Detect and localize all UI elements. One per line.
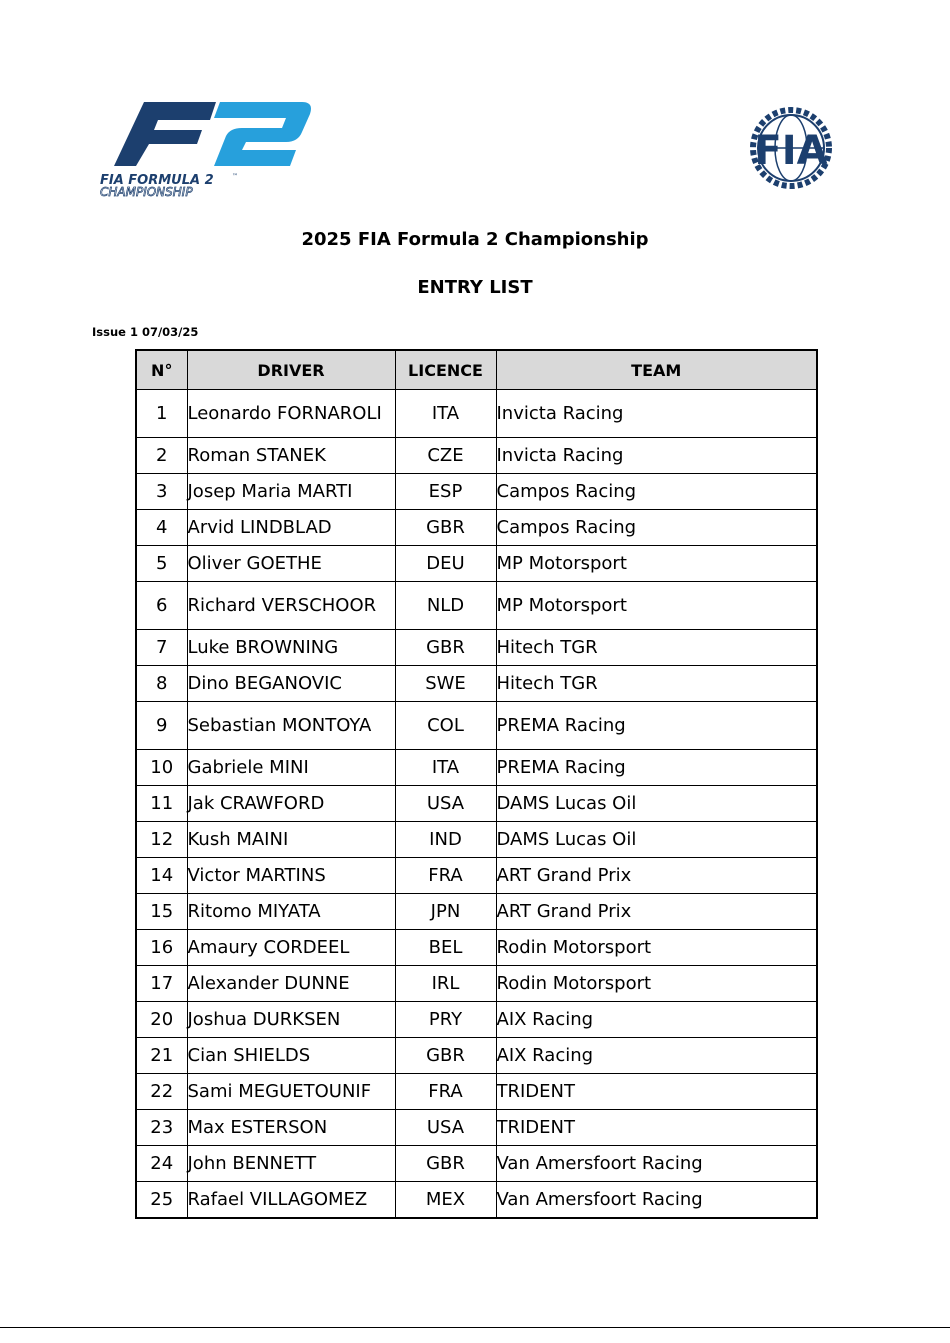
- table-row: [136, 1002, 817, 1038]
- driver-name: Richard VERSCHOOR: [187, 582, 395, 630]
- driver-name: Kush MAINI: [187, 822, 395, 858]
- team-name: MP Motorsport: [496, 546, 817, 582]
- driver-licence: FRA: [395, 858, 496, 894]
- driver-licence: ITA: [395, 390, 496, 438]
- driver-licence: GBR: [395, 1146, 496, 1182]
- driver-number: 1: [136, 390, 187, 438]
- table-row: [136, 666, 817, 702]
- driver-name: Jak CRAWFORD: [187, 786, 395, 822]
- table-row: [136, 750, 817, 786]
- driver-licence: SWE: [395, 666, 496, 702]
- table-row: [136, 822, 817, 858]
- driver-number: 10: [136, 750, 187, 786]
- team-name: Van Amersfoort Racing: [496, 1182, 817, 1219]
- driver-licence: USA: [395, 1110, 496, 1146]
- svg-text:™: ™: [232, 173, 238, 180]
- driver-licence: BEL: [395, 930, 496, 966]
- table-row: [136, 1110, 817, 1146]
- fia-logo: [728, 106, 854, 190]
- table-row: [136, 966, 817, 1002]
- driver-name: Sami MEGUETOUNIF: [187, 1074, 395, 1110]
- driver-name: Cian SHIELDS: [187, 1038, 395, 1074]
- driver-number: 4: [136, 510, 187, 546]
- team-name: DAMS Lucas Oil: [496, 822, 817, 858]
- table-row: [136, 1038, 817, 1074]
- table-row: [136, 510, 817, 546]
- table-row: [136, 858, 817, 894]
- driver-name: Leonardo FORNAROLI: [187, 390, 395, 438]
- team-name: Invicta Racing: [496, 438, 817, 474]
- driver-licence: ITA: [395, 750, 496, 786]
- column-header-licence: LICENCE: [395, 350, 496, 390]
- driver-name: Roman STANEK: [187, 438, 395, 474]
- driver-number: 22: [136, 1074, 187, 1110]
- team-name: TRIDENT: [496, 1074, 817, 1110]
- driver-number: 9: [136, 702, 187, 750]
- driver-licence: DEU: [395, 546, 496, 582]
- team-name: AIX Racing: [496, 1002, 817, 1038]
- driver-number: 8: [136, 666, 187, 702]
- team-name: PREMA Racing: [496, 702, 817, 750]
- footer-rule: [0, 1327, 950, 1328]
- team-name: PREMA Racing: [496, 750, 817, 786]
- table-body: [136, 390, 817, 1219]
- table-row: [136, 582, 817, 630]
- team-name: Hitech TGR: [496, 666, 817, 702]
- driver-licence: GBR: [395, 630, 496, 666]
- svg-text:CHAMPIONSHIP: CHAMPIONSHIP: [100, 185, 193, 199]
- table-row: [136, 1146, 817, 1182]
- table-header-row: [136, 350, 817, 390]
- column-header-team: TEAM: [496, 350, 817, 390]
- driver-number: 12: [136, 822, 187, 858]
- driver-number: 25: [136, 1182, 187, 1219]
- table-row: [136, 1074, 817, 1110]
- driver-licence: JPN: [395, 894, 496, 930]
- column-header-driver: DRIVER: [187, 350, 395, 390]
- team-name: DAMS Lucas Oil: [496, 786, 817, 822]
- team-name: TRIDENT: [496, 1110, 817, 1146]
- team-name: Campos Racing: [496, 474, 817, 510]
- driver-licence: GBR: [395, 510, 496, 546]
- driver-licence: ESP: [395, 474, 496, 510]
- driver-number: 23: [136, 1110, 187, 1146]
- team-name: MP Motorsport: [496, 582, 817, 630]
- driver-name: Arvid LINDBLAD: [187, 510, 395, 546]
- driver-number: 5: [136, 546, 187, 582]
- driver-licence: PRY: [395, 1002, 496, 1038]
- table-row: [136, 894, 817, 930]
- svg-text:FIA: FIA: [754, 128, 828, 174]
- driver-number: 6: [136, 582, 187, 630]
- driver-number: 3: [136, 474, 187, 510]
- driver-licence: FRA: [395, 1074, 496, 1110]
- team-name: Invicta Racing: [496, 390, 817, 438]
- driver-name: Ritomo MIYATA: [187, 894, 395, 930]
- driver-licence: GBR: [395, 1038, 496, 1074]
- driver-licence: CZE: [395, 438, 496, 474]
- driver-number: 17: [136, 966, 187, 1002]
- driver-name: Sebastian MONTOYA: [187, 702, 395, 750]
- driver-name: Joshua DURKSEN: [187, 1002, 395, 1038]
- f2-championship-logo: [96, 96, 316, 200]
- table-row: [136, 786, 817, 822]
- driver-name: Oliver GOETHE: [187, 546, 395, 582]
- driver-name: Max ESTERSON: [187, 1110, 395, 1146]
- driver-name: John BENNETT: [187, 1146, 395, 1182]
- team-name: ART Grand Prix: [496, 894, 817, 930]
- driver-name: Alexander DUNNE: [187, 966, 395, 1002]
- driver-licence: COL: [395, 702, 496, 750]
- driver-licence: IND: [395, 822, 496, 858]
- team-name: Rodin Motorsport: [496, 966, 817, 1002]
- driver-number: 24: [136, 1146, 187, 1182]
- table-row: [136, 1182, 817, 1219]
- page-subtitle: ENTRY LIST: [417, 277, 533, 298]
- table-row: [136, 702, 817, 750]
- page-title: 2025 FIA Formula 2 Championship: [301, 229, 649, 250]
- driver-number: 21: [136, 1038, 187, 1074]
- table-row: [136, 474, 817, 510]
- team-name: Rodin Motorsport: [496, 930, 817, 966]
- table-row: [136, 630, 817, 666]
- team-name: Van Amersfoort Racing: [496, 1146, 817, 1182]
- driver-name: Josep Maria MARTI: [187, 474, 395, 510]
- driver-number: 11: [136, 786, 187, 822]
- driver-licence: IRL: [395, 966, 496, 1002]
- entry-list-table: [135, 349, 818, 1219]
- svg-text:FIA FORMULA 2: FIA FORMULA 2: [100, 173, 214, 188]
- driver-name: Gabriele MINI: [187, 750, 395, 786]
- team-name: Campos Racing: [496, 510, 817, 546]
- driver-name: Dino BEGANOVIC: [187, 666, 395, 702]
- table-row: [136, 390, 817, 438]
- team-name: ART Grand Prix: [496, 858, 817, 894]
- driver-number: 14: [136, 858, 187, 894]
- driver-licence: NLD: [395, 582, 496, 630]
- team-name: Hitech TGR: [496, 630, 817, 666]
- table-row: [136, 546, 817, 582]
- driver-number: 20: [136, 1002, 187, 1038]
- driver-number: 7: [136, 630, 187, 666]
- driver-licence: USA: [395, 786, 496, 822]
- driver-name: Luke BROWNING: [187, 630, 395, 666]
- driver-licence: MEX: [395, 1182, 496, 1219]
- table-row: [136, 438, 817, 474]
- column-header-number: N°: [136, 350, 187, 390]
- driver-name: Victor MARTINS: [187, 858, 395, 894]
- driver-name: Amaury CORDEEL: [187, 930, 395, 966]
- team-name: AIX Racing: [496, 1038, 817, 1074]
- driver-name: Rafael VILLAGOMEZ: [187, 1182, 395, 1219]
- issue-label: Issue 1 07/03/25: [92, 325, 199, 339]
- driver-number: 16: [136, 930, 187, 966]
- driver-number: 15: [136, 894, 187, 930]
- table-row: [136, 930, 817, 966]
- driver-number: 2: [136, 438, 187, 474]
